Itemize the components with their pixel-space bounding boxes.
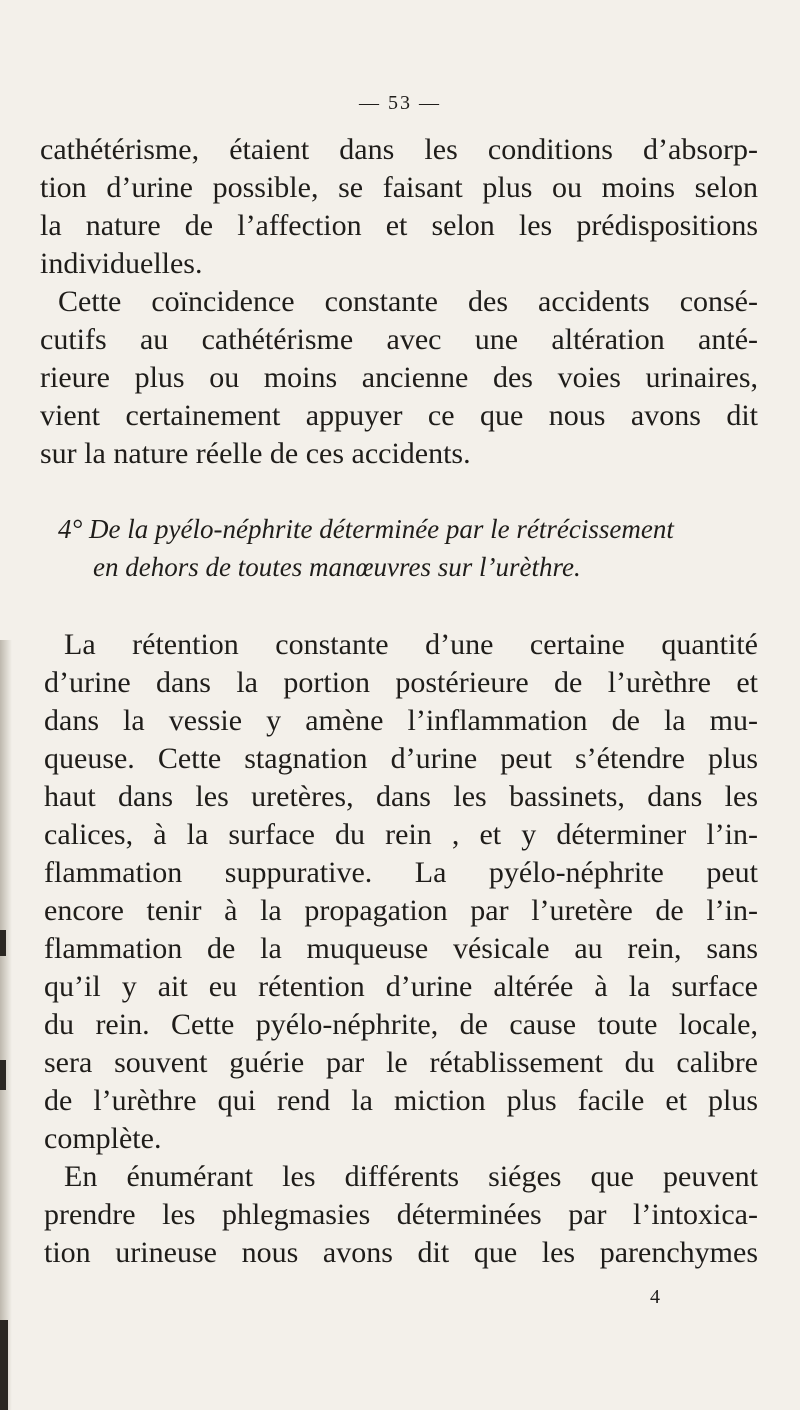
text-line: cathétérisme, étaient dans les conditions d’absorp- (40, 133, 758, 166)
text-line: d’urine dans la portion postérieure de l’urèthre et (44, 666, 758, 699)
text-line: dans la vessie y amène l’inflammation de la mu- (44, 704, 758, 737)
heading-line: 4° De la pyélo-néphrite déterminée par le rétrécissement (58, 514, 674, 544)
page-edge-mark (0, 1320, 8, 1410)
text-line: calices, à la surface du rein , et y déterminer l’in- (44, 818, 758, 851)
text-line: rieure plus ou moins ancienne des voies urinaires, (40, 361, 758, 394)
text-line: tion urineuse nous avons dit que les parenchymes (44, 1236, 758, 1269)
text-line: qu’il y ait eu rétention d’urine altérée à la surface (44, 970, 758, 1003)
signature-mark: 4 (650, 1286, 660, 1308)
text-line: individuelles. (40, 247, 203, 280)
text-line: queuse. Cette stagnation d’urine peut s’étendre plus (44, 742, 758, 775)
text-line: du rein. Cette pyélo-néphrite, de cause toute locale, (44, 1008, 758, 1041)
text-line: de l’urèthre qui rend la miction plus facile et plus (44, 1084, 758, 1117)
text-line: cutifs au cathétérisme avec une altération anté- (40, 323, 758, 356)
text-line: la nature de l’affection et selon les prédispositions (40, 209, 758, 242)
text-line: sera souvent guérie par le rétablissement du calibre (44, 1046, 758, 1079)
text-line: prendre les phlegmasies déterminées par l’intoxica- (44, 1198, 758, 1231)
page-edge-shadow (0, 640, 12, 1410)
text-line: La rétention constante d’une certaine quantité (64, 628, 758, 661)
text-line: flammation de la muqueuse vésicale au rein, sans (44, 932, 758, 965)
text-line: flammation suppurative. La pyélo-néphrite peut (44, 856, 758, 889)
text-line: tion d’urine possible, se faisant plus ou moins selon (40, 171, 758, 204)
heading-line: en dehors de toutes manœuvres sur l’urèthre. (93, 552, 581, 582)
page-edge-mark (0, 1060, 6, 1090)
text-line: En énumérant les différents siéges que peuvent (64, 1160, 758, 1193)
text-line: haut dans les uretères, dans les bassinets, dans les (44, 780, 758, 813)
text-line: Cette coïncidence constante des accidents consé- (58, 285, 758, 318)
text-line: encore tenir à la propagation par l’uretère de l’in- (44, 894, 758, 927)
page-number: — 53 — (359, 92, 441, 114)
text-line: complète. (44, 1122, 162, 1155)
page-edge-mark (0, 930, 6, 956)
text-line: vient certainement appuyer ce que nous avons dit (40, 399, 758, 432)
text-line: sur la nature réelle de ces accidents. (40, 437, 471, 470)
